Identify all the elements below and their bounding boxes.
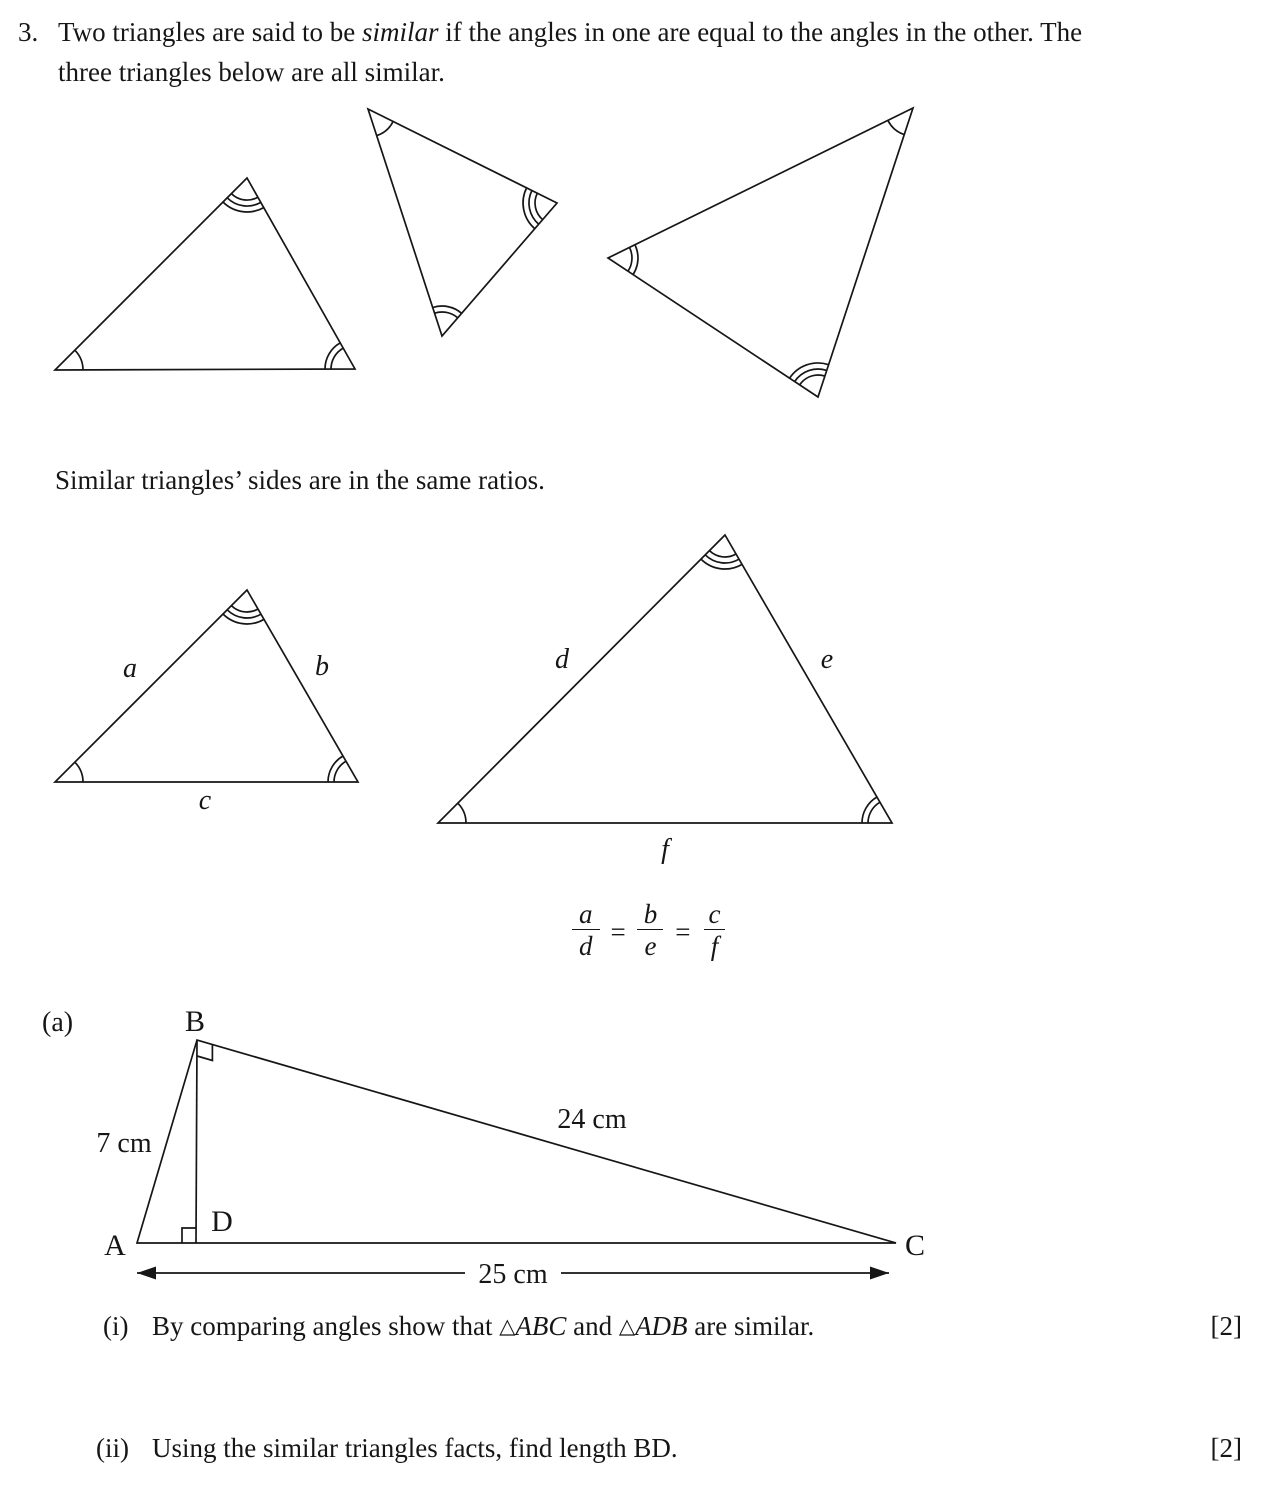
vertex-label-c: C (904, 1229, 926, 1262)
fraction-c-f-numerator: c (708, 899, 721, 929)
question-line-2: three triangles below are all similar. (58, 57, 445, 87)
sub-i-text-mid: and (566, 1311, 619, 1341)
triangle-outline (55, 590, 358, 782)
ratios-sentence: Similar triangles’ sides are in the same ratios. (55, 465, 545, 495)
right-angle-mark-b (197, 1045, 212, 1061)
fraction-a-d (572, 899, 600, 961)
triangle-adb-letters: ADB (635, 1311, 688, 1341)
angle-arc (628, 247, 632, 271)
angle-arc (223, 614, 264, 624)
triangle-outline (608, 108, 913, 397)
right-angle-mark-d (182, 1228, 196, 1243)
angle-arc (868, 802, 880, 823)
angle-arc (790, 363, 829, 378)
angle-arc (795, 369, 827, 381)
side-label-b: b (315, 651, 329, 682)
angle-arc (888, 120, 904, 134)
vertex-label-b: B (184, 1005, 206, 1038)
sub-i-text-post: are similar. (687, 1311, 815, 1341)
angle-arc (435, 312, 458, 318)
side-label-f: f (661, 834, 669, 865)
angle-arc (227, 610, 261, 618)
vertex-label-d: D (211, 1205, 233, 1238)
intro-text-post: if the angles in one are equal to the angles in the other. The (438, 17, 1083, 47)
sub-i-text-pre: By comparing angles show that (152, 1311, 500, 1341)
side-label-d: d (555, 644, 569, 675)
triangle-outline (55, 178, 355, 370)
fraction-c-f-denominator: f (704, 929, 726, 961)
sub-question-i-label: (i) (103, 1311, 129, 1341)
angle-arc (523, 188, 535, 229)
vertex-label-a: A (104, 1229, 126, 1262)
triangle-outline (438, 535, 892, 823)
angle-arc (701, 559, 742, 569)
fraction-b-e-denominator: e (637, 929, 663, 961)
angle-arc (862, 797, 877, 823)
angle-arc (231, 606, 258, 612)
fraction-a-d-numerator: a (579, 899, 593, 929)
angle-arc (710, 551, 737, 557)
arrowhead-right-icon (870, 1267, 889, 1280)
angle-arc (231, 194, 257, 200)
question-number: 3. (18, 17, 39, 47)
angle-arc (223, 202, 264, 212)
angle-arc (633, 245, 638, 275)
triangle-symbol-2: △ (618, 1314, 636, 1338)
sub-question-ii-marks: [2] (1210, 1433, 1242, 1463)
question-intro (18, 12, 1082, 92)
triangle-outline (137, 1040, 896, 1243)
angle-arc (325, 343, 340, 369)
segment-bd (196, 1040, 197, 1243)
angle-arc (529, 191, 539, 225)
fraction-b-e-numerator: b (643, 899, 658, 929)
side-label-a: a (123, 653, 137, 684)
part-a-label: (a) (42, 1007, 74, 1038)
length-label-ab: 7 cm (96, 1128, 152, 1159)
similar-triangle-3 (608, 108, 913, 397)
angle-arc (227, 198, 261, 206)
angle-arc (800, 375, 825, 385)
fraction-b-e (637, 899, 665, 961)
fraction-c-f (701, 899, 727, 961)
length-label-bc: 24 cm (557, 1104, 627, 1135)
fraction-a-d-denominator: d (572, 929, 600, 961)
intro-text-pre: Two triangles are said to be (58, 17, 363, 47)
length-label-ac: 25 cm (478, 1259, 548, 1290)
angle-arc (334, 761, 346, 782)
angle-arc (328, 756, 343, 782)
angle-arc (75, 762, 83, 782)
angle-arc (535, 193, 543, 219)
angle-arc (75, 350, 83, 370)
equals-sign-1: = (610, 916, 626, 947)
sub-question-ii-label: (ii) (96, 1433, 129, 1463)
question-line-1 (18, 12, 1082, 52)
ratio-triangle-small (55, 590, 358, 782)
ratio-equation (572, 899, 727, 961)
angle-arc (377, 122, 393, 136)
angle-arc (458, 803, 466, 823)
sub-question-i-text (152, 1306, 814, 1348)
sub-question-ii-text: Using the similar triangles facts, find length BD. (152, 1433, 678, 1463)
side-label-e: e (820, 644, 834, 675)
sub-question-i-marks: [2] (1210, 1311, 1242, 1341)
triangle-symbol-1: △ (499, 1314, 516, 1338)
equals-sign-2: = (675, 916, 691, 947)
angle-arc (433, 306, 462, 313)
angle-arc (331, 348, 343, 369)
arrowhead-left-icon (137, 1267, 156, 1280)
triangle-abc-letters: ABC (515, 1311, 567, 1341)
similar-triangle-1 (55, 178, 355, 370)
intro-word-similar: similar (362, 17, 439, 47)
triangle-outline (368, 109, 557, 336)
triangle-abc (137, 1040, 896, 1243)
side-label-c: c (198, 785, 212, 816)
similar-triangle-2 (368, 109, 557, 336)
angle-arc (705, 555, 739, 563)
ratio-triangle-large (438, 535, 892, 823)
